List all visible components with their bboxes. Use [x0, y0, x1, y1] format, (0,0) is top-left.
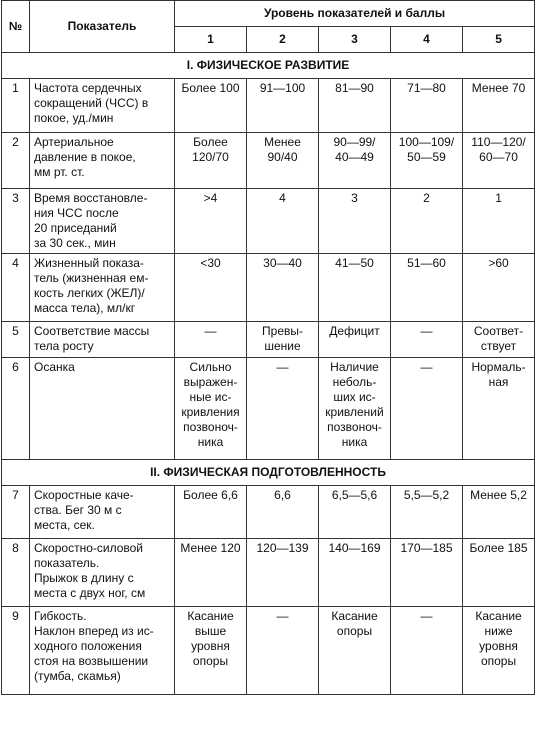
score-3-cell: [319, 322, 391, 358]
table-row: [2, 322, 535, 358]
value-line: 40—49: [335, 150, 374, 164]
score-4-cell: [391, 189, 463, 254]
score-3-cell: [319, 79, 391, 133]
value-line: Более: [193, 135, 228, 149]
indicator-line: Соответствие массы: [34, 324, 150, 338]
value-line: Менее 5,2: [470, 488, 527, 502]
score-3-cell: [319, 358, 391, 460]
value-line: >60: [488, 256, 509, 270]
value-line: Нормаль-: [471, 360, 526, 374]
indicator-line: показатель.: [34, 556, 100, 570]
score-2-cell: [247, 254, 319, 322]
value-line: 60—70: [479, 150, 518, 164]
indicator-cell: [30, 79, 175, 133]
value-line: 90—99/: [333, 135, 376, 149]
value-line: 90/40: [267, 150, 298, 164]
indicator-cell: [30, 539, 175, 607]
value-line: выше: [194, 624, 227, 638]
score-3-cell: [319, 254, 391, 322]
value-line: ших ис-: [333, 390, 376, 404]
header-number: №: [2, 1, 30, 53]
value-line: Менее 120: [180, 541, 241, 555]
row-number: 6: [2, 358, 30, 460]
header-score-3: 3: [319, 27, 391, 53]
indicator-line: (тумба, скамья): [34, 669, 121, 683]
indicators-table: [1, 0, 535, 695]
table-body: [2, 53, 535, 695]
row-number: 2: [2, 133, 30, 189]
value-line: —: [204, 324, 217, 338]
table-row: [2, 358, 535, 460]
indicator-line: Жизненный показа-: [34, 256, 144, 270]
score-2-cell: [247, 189, 319, 254]
score-4-cell: [391, 254, 463, 322]
score-3-cell: [319, 189, 391, 254]
indicator-line: кость легких (ЖЕЛ)/: [34, 286, 145, 300]
value-line: 120/70: [192, 150, 229, 164]
value-line: 100—109/: [398, 135, 455, 149]
value-line: 4: [279, 191, 286, 205]
value-line: опоры: [192, 654, 229, 668]
score-4-cell: [391, 133, 463, 189]
value-line: Соответ-: [473, 324, 524, 338]
score-1-cell: [175, 79, 247, 133]
header-indicator: Показатель: [30, 1, 175, 53]
score-3-cell: [319, 486, 391, 539]
value-line: Менее: [264, 135, 301, 149]
value-line: —: [420, 360, 433, 374]
score-5-cell: [463, 322, 535, 358]
indicator-line: места с двух ног, см: [34, 586, 146, 600]
value-line: Наличие: [330, 360, 379, 374]
value-line: 5,5—5,2: [403, 488, 450, 502]
value-line: —: [276, 360, 289, 374]
value-line: выражен-: [183, 375, 238, 389]
score-2-cell: [247, 486, 319, 539]
value-line: Дефицит: [329, 324, 380, 338]
value-line: 140—169: [328, 541, 381, 555]
value-line: Менее 70: [471, 81, 526, 95]
section-title: II. ФИЗИЧЕСКАЯ ПОДГОТОВЛЕННОСТЬ: [2, 460, 535, 486]
value-line: неболь-: [332, 375, 377, 389]
value-line: 3: [351, 191, 358, 205]
score-5-cell: [463, 254, 535, 322]
value-line: <30: [200, 256, 221, 270]
indicator-line: Наклон вперед из ис-: [34, 624, 154, 638]
indicator-line: Осанка: [34, 360, 75, 374]
value-line: >4: [203, 191, 218, 205]
score-1-cell: [175, 189, 247, 254]
value-line: Более 185: [469, 541, 528, 555]
score-3-cell: [319, 133, 391, 189]
indicator-line: Артериальное: [34, 135, 114, 149]
value-line: 30—40: [263, 256, 302, 270]
header-score-1: 1: [175, 27, 247, 53]
score-1-cell: [175, 322, 247, 358]
score-4-cell: [391, 322, 463, 358]
section-row: [2, 460, 535, 486]
value-line: 41—50: [335, 256, 374, 270]
value-line: опоры: [480, 654, 517, 668]
score-2-cell: [247, 539, 319, 607]
value-line: ствует: [480, 339, 517, 353]
value-line: 120—139: [256, 541, 309, 555]
value-line: Касание: [331, 609, 378, 623]
indicator-line: 20 приседаний: [34, 221, 117, 235]
score-1-cell: [175, 358, 247, 460]
value-line: Касание: [187, 609, 234, 623]
value-line: позвоноч-: [327, 420, 382, 434]
value-line: Сильно: [189, 360, 232, 374]
value-line: —: [420, 609, 433, 623]
score-5-cell: [463, 189, 535, 254]
score-4-cell: [391, 358, 463, 460]
score-2-cell: [247, 79, 319, 133]
section-title: I. ФИЗИЧЕСКОЕ РАЗВИТИЕ: [2, 53, 535, 79]
value-line: 1: [495, 191, 502, 205]
indicator-line: Частота сердечных: [34, 81, 142, 95]
row-number: 1: [2, 79, 30, 133]
value-line: 6,5—5,6: [331, 488, 378, 502]
indicator-cell: [30, 486, 175, 539]
indicator-cell: [30, 358, 175, 460]
score-4-cell: [391, 539, 463, 607]
table-row: [2, 607, 535, 695]
value-line: 81—90: [335, 81, 374, 95]
value-line: Более 100: [181, 81, 240, 95]
value-line: 71—80: [407, 81, 446, 95]
value-line: уровня: [191, 639, 230, 653]
value-line: шение: [264, 339, 301, 353]
row-number: 7: [2, 486, 30, 539]
value-line: 91—100: [259, 81, 306, 95]
value-line: 2: [423, 191, 430, 205]
table-row: [2, 189, 535, 254]
score-4-cell: [391, 79, 463, 133]
value-line: ная: [488, 375, 509, 389]
score-2-cell: [247, 358, 319, 460]
indicator-line: сокращений (ЧСС) в: [34, 96, 149, 110]
table-row: [2, 539, 535, 607]
row-number: 9: [2, 607, 30, 695]
score-5-cell: [463, 607, 535, 695]
indicator-line: ния ЧСС после: [34, 206, 119, 220]
indicator-line: Гибкость.: [34, 609, 87, 623]
value-line: опоры: [336, 624, 373, 638]
value-line: 170—185: [400, 541, 453, 555]
value-line: —: [420, 324, 433, 338]
indicator-line: Прыжок в длину с: [34, 571, 134, 585]
header-score-5: 5: [463, 27, 535, 53]
indicator-line: тела росту: [34, 339, 94, 353]
score-5-cell: [463, 358, 535, 460]
score-2-cell: [247, 322, 319, 358]
header-level: Уровень показателей и баллы: [175, 1, 535, 27]
row-number: 8: [2, 539, 30, 607]
indicator-line: тель (жизненная ем-: [34, 271, 149, 285]
indicator-cell: [30, 254, 175, 322]
value-line: ника: [197, 435, 224, 449]
indicator-line: ства. Бег 30 м с: [34, 503, 122, 517]
table-header: [2, 1, 535, 53]
value-line: Касание: [475, 609, 522, 623]
indicator-line: места, сек.: [34, 518, 95, 532]
section-row: [2, 53, 535, 79]
value-line: позвоноч-: [183, 420, 238, 434]
table-row: [2, 254, 535, 322]
indicator-line: за 30 сек., мин: [34, 236, 116, 250]
value-line: кривлений: [325, 405, 384, 419]
indicator-line: давление в покое,: [34, 150, 136, 164]
value-line: ниже: [484, 624, 513, 638]
value-line: 51—60: [407, 256, 446, 270]
value-line: Превы-: [262, 324, 303, 338]
score-5-cell: [463, 133, 535, 189]
indicator-cell: [30, 133, 175, 189]
row-number: 5: [2, 322, 30, 358]
score-5-cell: [463, 539, 535, 607]
value-line: —: [276, 609, 289, 623]
indicator-line: покое, уд./мин: [34, 111, 114, 125]
value-line: 110—120/: [471, 135, 526, 149]
score-1-cell: [175, 133, 247, 189]
row-number: 3: [2, 189, 30, 254]
indicator-line: Скоростно-силовой: [34, 541, 143, 555]
indicator-line: ходного положения: [34, 639, 142, 653]
score-1-cell: [175, 539, 247, 607]
indicator-line: мм рт. ст.: [34, 165, 85, 179]
value-line: ника: [341, 435, 368, 449]
header-score-2: 2: [247, 27, 319, 53]
table-row: [2, 133, 535, 189]
score-4-cell: [391, 607, 463, 695]
value-line: 50—59: [407, 150, 446, 164]
score-5-cell: [463, 79, 535, 133]
score-3-cell: [319, 539, 391, 607]
indicator-cell: [30, 322, 175, 358]
score-1-cell: [175, 254, 247, 322]
row-number: 4: [2, 254, 30, 322]
score-5-cell: [463, 486, 535, 539]
indicator-line: масса тела), мл/кг: [34, 301, 136, 315]
table-row: [2, 486, 535, 539]
value-line: ные ис-: [189, 390, 232, 404]
score-3-cell: [319, 607, 391, 695]
indicator-line: стоя на возвышении: [34, 654, 149, 668]
score-1-cell: [175, 607, 247, 695]
indicator-cell: [30, 189, 175, 254]
indicator-line: Время восстановле-: [34, 191, 148, 205]
value-line: 6,6: [274, 488, 291, 502]
table-row: [2, 79, 535, 133]
score-2-cell: [247, 133, 319, 189]
header-score-4: 4: [391, 27, 463, 53]
value-line: уровня: [479, 639, 518, 653]
score-1-cell: [175, 486, 247, 539]
score-2-cell: [247, 607, 319, 695]
value-line: кривления: [181, 405, 240, 419]
score-4-cell: [391, 486, 463, 539]
value-line: Более 6,6: [183, 488, 238, 502]
indicator-cell: [30, 607, 175, 695]
indicator-line: Скоростные каче-: [34, 488, 134, 502]
